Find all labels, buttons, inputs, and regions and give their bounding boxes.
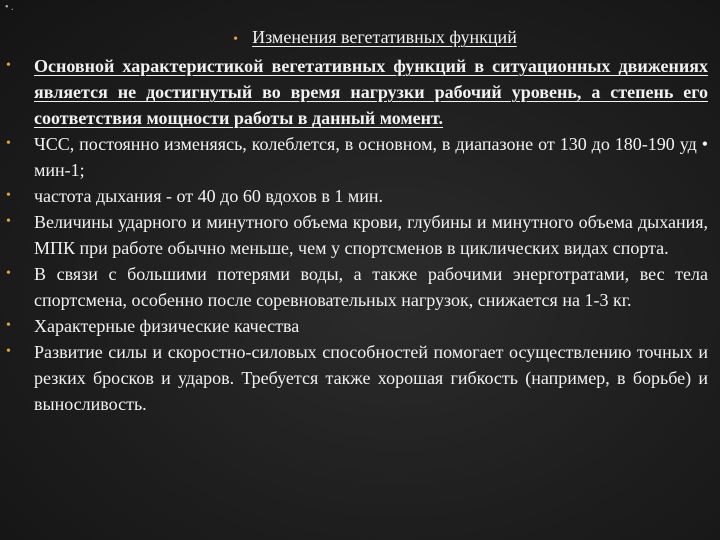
slide-title xyxy=(0,25,720,52)
slide-corner-mark: • . xyxy=(5,2,14,13)
list-item-text: Развитие силы и скоростно-силовых способностей помогает осуществлению точных и резких бросков и ударов. Требуется также хорошая гибкость (например, в борьбе) и выносливость. xyxy=(34,342,708,414)
bullet-icon: • xyxy=(6,344,11,359)
list-item xyxy=(0,53,720,131)
list-item-text: частота дыхания - от 40 до 60 вдохов в 1 мин. xyxy=(34,186,384,206)
bullet-list xyxy=(0,53,720,417)
list-item xyxy=(0,183,720,209)
list-item-text: ЧСС, постоянно изменяясь, колеблется, в основном, в диапазоне от 130 до 180-190 уд • мин-1; xyxy=(34,134,708,180)
bullet-icon: • xyxy=(6,214,11,229)
bullet-icon: • xyxy=(233,32,239,47)
list-item-text: В связи с большими потерями воды, а также рабочими энерготратами, вес тела спортсмена, особенно после соревновательных нагрузок, снижается на 1-3 кг. xyxy=(34,264,708,310)
list-item xyxy=(0,339,720,417)
bullet-icon: • xyxy=(6,266,11,281)
list-item xyxy=(0,313,720,339)
list-item-text: Величины ударного и минутного объема крови, глубины и минутного объема дыхания, МПК при работе обычно меньше, чем у спортсменов в циклических видах спорта. xyxy=(34,212,708,258)
list-item-text: Основной характеристикой вегетативных функций в ситуационных движениях является не достигнутый во время нагрузки рабочий уровень, а степень его соответствия мощности работы в данный момент. xyxy=(34,56,708,128)
list-item xyxy=(0,209,720,261)
slide-title-text: Изменения вегетативных функций xyxy=(252,27,517,47)
bullet-icon: • xyxy=(6,318,11,333)
list-item-text: Характерные физические качества xyxy=(34,316,300,336)
bullet-icon: • xyxy=(6,58,11,73)
list-item xyxy=(0,261,720,313)
list-item xyxy=(0,131,720,183)
bullet-icon: • xyxy=(6,188,11,203)
bullet-icon: • xyxy=(6,136,11,151)
